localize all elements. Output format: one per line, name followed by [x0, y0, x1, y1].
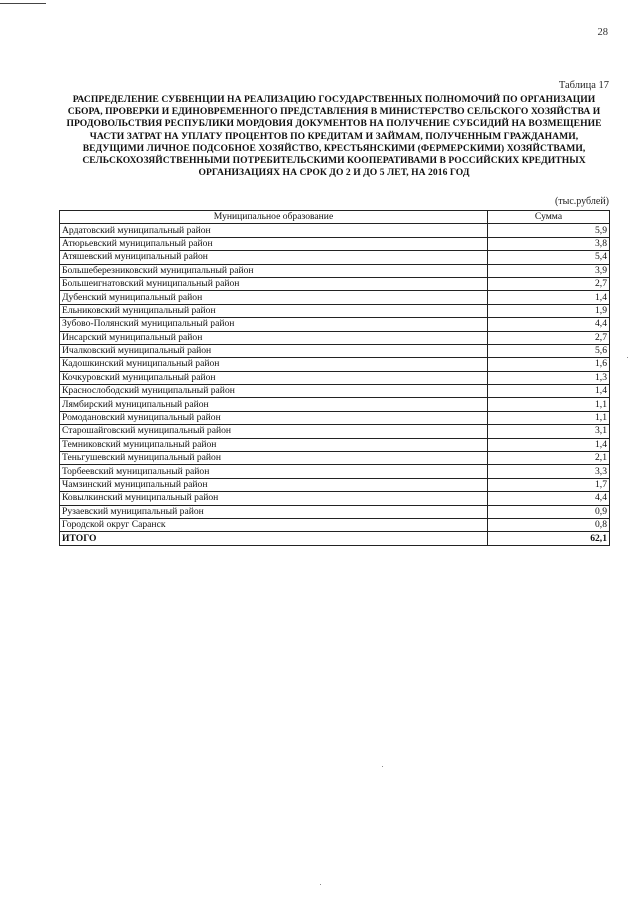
municipality-name: Торбеевский муниципальный район — [60, 465, 488, 478]
header-municipality: Муниципальное образование — [60, 211, 488, 224]
amount-value: 5,6 — [488, 344, 610, 357]
table-label: Таблица 17 — [558, 80, 609, 91]
page-number: 28 — [597, 27, 608, 38]
amount-value: 1,4 — [488, 385, 610, 398]
table-row — [60, 251, 610, 264]
total-value: 62,1 — [488, 532, 610, 545]
table-row — [60, 518, 610, 531]
municipality-name: Ельниковский муниципальный район — [60, 304, 488, 317]
municipality-name: Кадошкинский муниципальный район — [60, 358, 488, 371]
municipality-name: Большеберезниковский муниципальный район — [60, 264, 488, 277]
table-row — [60, 291, 610, 304]
table-row — [60, 478, 610, 491]
scan-speck — [627, 357, 628, 358]
table-row — [60, 358, 610, 371]
municipality-name: Городской округ Саранск — [60, 518, 488, 531]
amount-value: 0,9 — [488, 505, 610, 518]
table-row — [60, 398, 610, 411]
scan-speck — [382, 766, 383, 767]
total-row — [60, 532, 610, 545]
municipality-name: Старошайговский муниципальный район — [60, 425, 488, 438]
amount-value: 3,1 — [488, 425, 610, 438]
municipality-name: Ичалковский муниципальный район — [60, 344, 488, 357]
amount-value: 2,1 — [488, 452, 610, 465]
amount-value: 3,8 — [488, 237, 610, 250]
table-row — [60, 465, 610, 478]
amount-value: 1,1 — [488, 398, 610, 411]
table-row — [60, 264, 610, 277]
table-body — [60, 224, 610, 545]
table-row — [60, 425, 610, 438]
scan-speck — [320, 884, 321, 885]
municipality-name: Рузаевский муниципальный район — [60, 505, 488, 518]
amount-value: 4,4 — [488, 492, 610, 505]
table-row — [60, 318, 610, 331]
table-row — [60, 411, 610, 424]
amount-value: 1,6 — [488, 358, 610, 371]
amount-value: 1,9 — [488, 304, 610, 317]
table-row — [60, 438, 610, 451]
document-title: РАСПРЕДЕЛЕНИЕ СУБВЕНЦИИ НА РЕАЛИЗАЦИЮ ГОСУДАРСТВЕННЫХ ПОЛНОМОЧИЙ ПО ОРГАНИЗАЦИИ СБОРА, ПРОВЕРКИ И ЕДИНОВРЕМЕННОГО ПРЕДСТАВЛЕНИЯ В МИНИСТЕРСТВО СЕЛЬСКОГО ХОЗЯЙСТВА И ПРОДОВОЛЬСТВИЯ РЕСПУБЛИКИ МОРДОВИЯ ДОКУМЕНТОВ НА ПОЛУЧЕНИЕ СУБСИДИЙ НА ВОЗМЕЩЕНИЕ ЧАСТИ ЗАТРАТ НА УПЛАТУ ПРОЦЕНТОВ ПО КРЕДИТАМ И ЗАЙМАМ, ПОЛУЧЕННЫМ ГРАЖДАНАМИ, ВЕДУЩИМИ ЛИЧНОЕ ПОДСОБНОЕ ХОЗЯЙСТВО, КРЕСТЬЯНСКИМИ (ФЕРМЕРСКИМИ) ХОЗЯЙСТВАМИ, СЕЛЬСКОХОЗЯЙСТВЕННЫМИ ПОТРЕБИТЕЛЬСКИМИ КООПЕРАТИВАМИ В РОССИЙСКИХ КРЕДИТНЫХ ОРГАНИЗАЦИЯХ НА СРОК ДО 2 И ДО 5 ЛЕТ, НА 2016 ГОД — [66, 94, 602, 179]
amount-value: 4,4 — [488, 318, 610, 331]
table-row — [60, 492, 610, 505]
amount-value: 5,9 — [488, 224, 610, 237]
amount-value: 1,4 — [488, 438, 610, 451]
table-header-row — [60, 211, 610, 224]
amount-value: 2,7 — [488, 331, 610, 344]
amount-value: 1,4 — [488, 291, 610, 304]
municipality-name: Ардатовский муниципальный район — [60, 224, 488, 237]
unit-label: (тыс.рублей) — [554, 196, 609, 207]
table-row — [60, 385, 610, 398]
table-row — [60, 224, 610, 237]
subvention-table — [59, 210, 610, 546]
municipality-name: Атяшевский муниципальный район — [60, 251, 488, 264]
top-left-rule — [0, 3, 46, 4]
amount-value: 2,7 — [488, 277, 610, 290]
table-row — [60, 237, 610, 250]
municipality-name: Краснослободский муниципальный район — [60, 385, 488, 398]
municipality-name: Темниковский муниципальный район — [60, 438, 488, 451]
amount-value: 1,7 — [488, 478, 610, 491]
municipality-name: Ромодановский муниципальный район — [60, 411, 488, 424]
table-row — [60, 277, 610, 290]
amount-value: 1,1 — [488, 411, 610, 424]
table-row — [60, 371, 610, 384]
table-row — [60, 344, 610, 357]
total-label: ИТОГО — [60, 532, 488, 545]
amount-value: 1,3 — [488, 371, 610, 384]
amount-value: 3,3 — [488, 465, 610, 478]
amount-value: 3,9 — [488, 264, 610, 277]
table-row — [60, 304, 610, 317]
municipality-name: Зубово-Полянский муниципальный район — [60, 318, 488, 331]
municipality-name: Лямбирский муниципальный район — [60, 398, 488, 411]
table-row — [60, 452, 610, 465]
municipality-name: Чамзинский муниципальный район — [60, 478, 488, 491]
municipality-name: Большеигнатовский муниципальный район — [60, 277, 488, 290]
municipality-name: Ковылкинский муниципальный район — [60, 492, 488, 505]
amount-value: 0,8 — [488, 518, 610, 531]
amount-value: 5,4 — [488, 251, 610, 264]
header-amount: Сумма — [488, 211, 610, 224]
municipality-name: Кочкуровский муниципальный район — [60, 371, 488, 384]
municipality-name: Инсарский муниципальный район — [60, 331, 488, 344]
table-row — [60, 331, 610, 344]
municipality-name: Теньгушевский муниципальный район — [60, 452, 488, 465]
municipality-name: Атюрьевский муниципальный район — [60, 237, 488, 250]
municipality-name: Дубенский муниципальный район — [60, 291, 488, 304]
table-row — [60, 505, 610, 518]
